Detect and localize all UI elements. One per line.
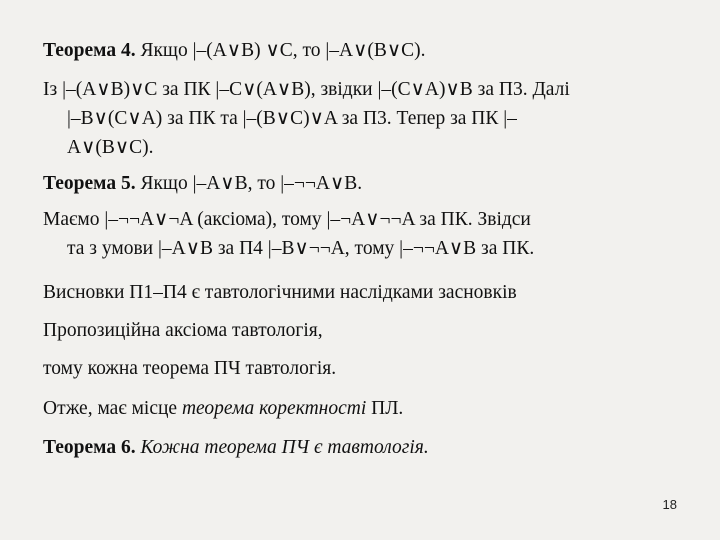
theorem-5-label: Теорема 5. — [43, 173, 136, 194]
proof-4-line-3: A∨(B∨C). — [67, 137, 154, 158]
conclusion-line-3: тому кожна теорема ПЧ тавтологія. — [43, 358, 337, 379]
conclusion-4-emphasis: теорема коректності — [181, 398, 367, 419]
conclusion-line-1: Висновки П1–П4 є тавтологічними наслідками засновків — [43, 282, 517, 303]
theorem-4-label: Теорема 4. — [43, 40, 136, 61]
conclusion-line-4 — [43, 396, 690, 422]
conclusion-4-prefix: Отже, має місце — [43, 398, 182, 419]
theorem-6 — [43, 435, 690, 461]
theorem-6-label: Теорема 6. — [43, 437, 136, 458]
theorem-4 — [43, 38, 690, 64]
proof-4-line-1: Із |–(A∨B)∨C за ПК |–C∨(A∨B), звідки |–(C∨A)∨B за П3. Далі — [43, 79, 570, 100]
page-number: 18 — [662, 497, 677, 512]
theorem-5-text: Якщо |–A∨B, то |–¬¬A∨B. — [135, 173, 363, 194]
theorem-5 — [43, 171, 690, 197]
proof-5-line-1: Маємо |–¬¬A∨¬A (аксіома), тому |–¬A∨¬¬A за ПК. Звідси — [43, 209, 531, 230]
proof-4-line-2: |–B∨(C∨A) за ПК та |–(B∨C)∨A за П3. Тепер за ПК |– — [67, 108, 517, 129]
theorem-4-text: Якщо |–(A∨B) ∨C, то |–A∨(B∨C). — [135, 40, 426, 61]
conclusion-4-suffix: ПЛ. — [366, 398, 404, 419]
proof-5-line-2: та з умови |–A∨B за П4 |–B∨¬¬A, тому |–¬¬A∨B за ПК. — [67, 238, 535, 259]
theorem-6-text: Кожна теорема ПЧ є тавтологія. — [135, 437, 429, 458]
conclusion-line-2: Пропозиційна аксіома тавтологія, — [43, 320, 323, 341]
